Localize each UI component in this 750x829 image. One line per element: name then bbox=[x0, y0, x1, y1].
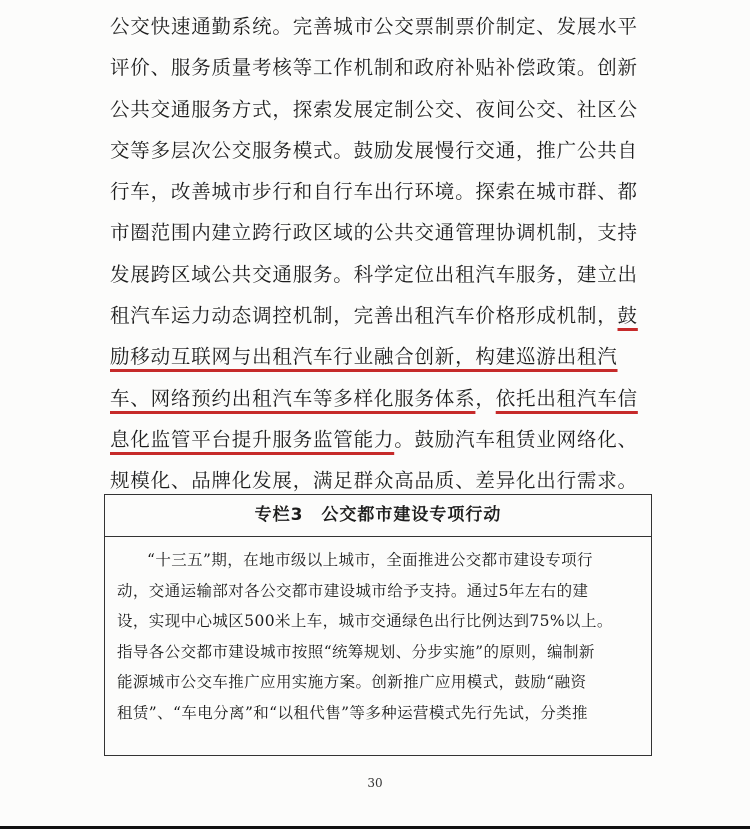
box-number: 专栏3 bbox=[254, 505, 304, 525]
body-line bbox=[110, 6, 650, 47]
body-line bbox=[110, 212, 650, 253]
body-line bbox=[110, 295, 650, 336]
box-title: 公交都市建设专项行动 bbox=[321, 505, 502, 525]
text-segment: 公交快速通勤系统。完善城市公交票制票价制定、发展水平 bbox=[110, 15, 638, 38]
underlined-text: 励移动互联网与出租汽车行业融合创新，构建巡游出租汽 bbox=[110, 345, 618, 369]
body-line bbox=[110, 89, 650, 130]
body-line bbox=[110, 336, 650, 377]
page-number: 30 bbox=[367, 776, 383, 790]
text-segment: 租汽车运力动态调控机制，完善出租汽车价格形成机制， bbox=[110, 304, 618, 328]
text-segment: 行车，改善城市步行和自行车出行环境。探索在城市群、都 bbox=[110, 180, 638, 204]
box-line: “十三五”期，在地市级以上城市，全面推进公交都市建设专项行 bbox=[147, 551, 593, 569]
box-body bbox=[105, 537, 651, 729]
text-segment: 市圈范围内建立跨行政区域的公共交通管理协调机制，支持 bbox=[110, 221, 638, 245]
text-segment: ， bbox=[475, 386, 496, 410]
box-line: 能源城市公交车推广应用实施方案。创新推广应用模式，鼓励“融资 bbox=[117, 673, 587, 692]
box-line: 设，实现中心城区500米上车，城市交通绿色出行比例达到75%以上。 bbox=[117, 612, 613, 631]
text-segment: 。鼓励汽车租赁业网络化、 bbox=[394, 427, 638, 451]
box-line: 动，交通运输部对各公交都市建设城市给予支持。通过5年左右的建 bbox=[117, 581, 589, 600]
body-line bbox=[110, 378, 650, 419]
box-line: 租赁”、“车电分离”和“以租代售”等多种运营模式先行先试，分类推 bbox=[117, 703, 588, 722]
body-line bbox=[110, 171, 650, 212]
box-title-bar bbox=[105, 495, 651, 537]
text-segment: 公共交通服务方式，探索发展定制公交、夜间公交、社区公 bbox=[110, 97, 638, 121]
box-line: 指导各公交都市建设城市按照“统筹规划、分步实施”的原则，编制新 bbox=[117, 642, 595, 661]
body-paragraph bbox=[110, 6, 650, 502]
text-segment: 交等多层次公交服务模式。鼓励发展慢行交通，推广公共自 bbox=[110, 138, 638, 162]
body-line bbox=[110, 254, 650, 295]
text-segment: 发展跨区域公共交通服务。科学定位出租汽车服务，建立出 bbox=[110, 262, 638, 286]
underlined-text: 息化监管平台提升服务监管能力 bbox=[110, 427, 395, 451]
text-segment: 规模化、品牌化发展，满足群众高品质、差异化出行需求。 bbox=[110, 469, 638, 493]
underlined-text: 鼓 bbox=[617, 304, 638, 328]
text-segment: 评价、服务质量考核等工作机制和政府补贴补偿政策。创新 bbox=[110, 56, 638, 80]
body-line bbox=[110, 419, 650, 460]
body-line bbox=[110, 130, 650, 171]
underlined-text: 车、网络预约出租汽车等多样化服务体系 bbox=[110, 386, 476, 410]
body-line bbox=[110, 47, 650, 88]
sidebar-box bbox=[104, 494, 652, 756]
underlined-text: 依托出租汽车信 bbox=[495, 386, 638, 410]
